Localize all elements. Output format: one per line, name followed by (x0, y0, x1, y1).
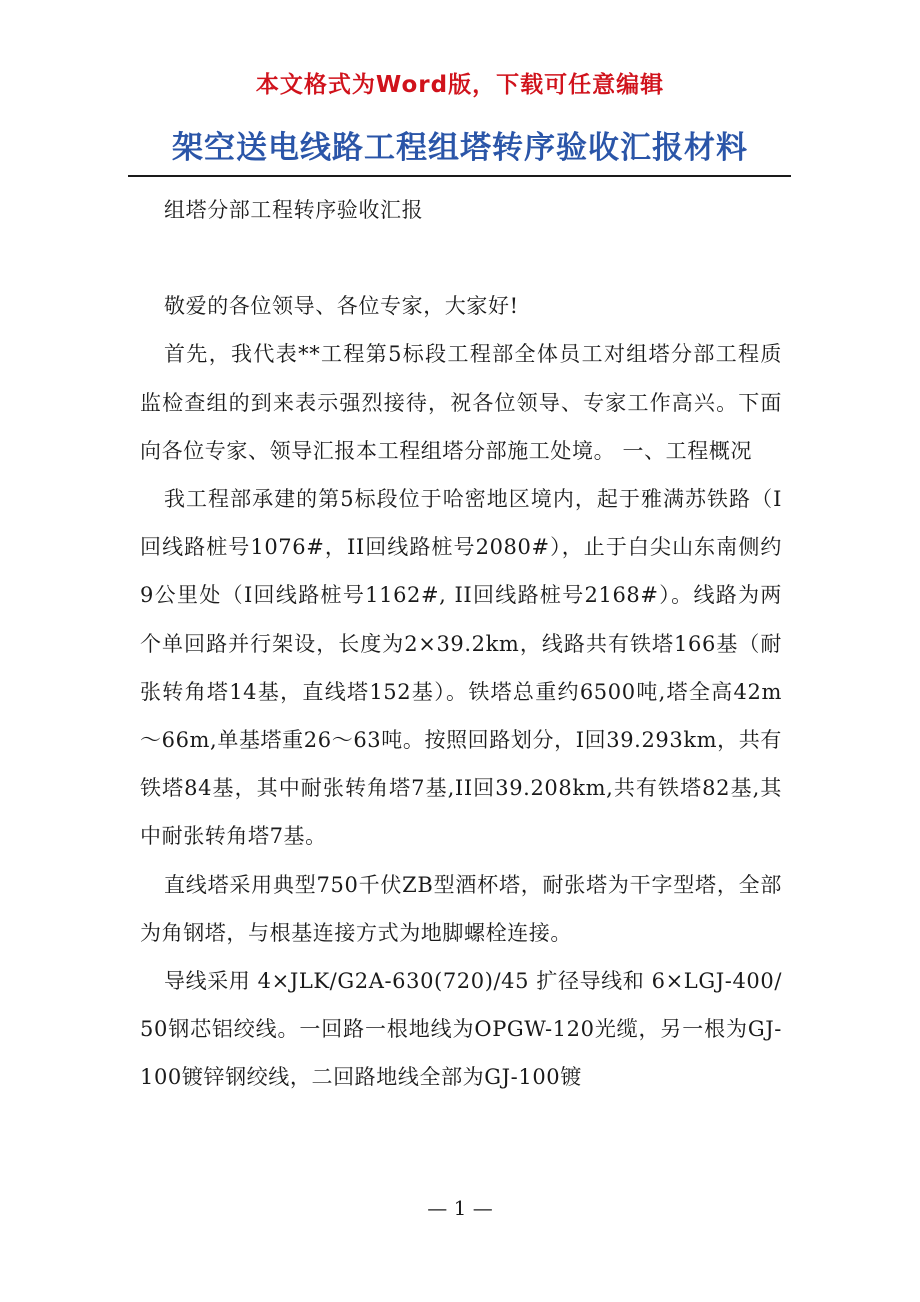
overview-paragraph: 我工程部承建的第5标段位于哈密地区境内，起于雅满苏铁路（I回线路桩号1076#，II回线路桩号2080#），止于白尖山东南侧约9公里处（I回线路桩号1162#, II回线路桩号2168#）。线路为两个单回路并行架设，长度为2×39.2km，线路共有铁塔166基（耐张转角塔14基，直线塔152基）。铁塔总重约6500吨,塔全高42m～66m,单基塔重26～63吨。按照回路划分，I回39.293km，共有铁塔84基，其中耐张转角塔7基,II回39.208km,共有铁塔82基,其中耐张转角塔7基。 (140, 487, 782, 849)
greeting-paragraph: 敬爱的各位领导、各位专家，大家好! (164, 294, 519, 319)
document-body (140, 186, 782, 1102)
blank-line (140, 234, 782, 282)
conductors-paragraph: 导线采用 4×JLK/G2A-630(720)/45 扩径导线和 6×LGJ-400/50钢芯铝绞线。一回路一根地线为OPGW-120光缆，另一根为GJ-100镀锌钢绞线，二回路地线全部为GJ-100镀 (140, 969, 783, 1090)
intro-paragraph: 首先，我代表**工程第5标段工程部全体员工对组塔分部工程质监检查组的到来表示强烈接待，祝各位领导、专家工作高兴。下面向各位专家、领导汇报本工程组塔分部施工处境。 一、工程概况 (140, 342, 782, 463)
towers-paragraph: 直线塔采用典型750千伏ZB型酒杯塔，耐张塔为干字型塔，全部为角钢塔，与根基连接方式为地脚螺栓连接。 (140, 872, 782, 945)
format-notice: 本文格式为Word版，下载可任意编辑 (255, 72, 665, 98)
page-number: — 1 — (427, 1196, 493, 1220)
document-title: 架空送电线路工程组塔转序验收汇报材料 (172, 130, 748, 166)
title-divider (128, 175, 791, 177)
subtitle: 组塔分部工程转序验收汇报 (164, 198, 424, 222)
